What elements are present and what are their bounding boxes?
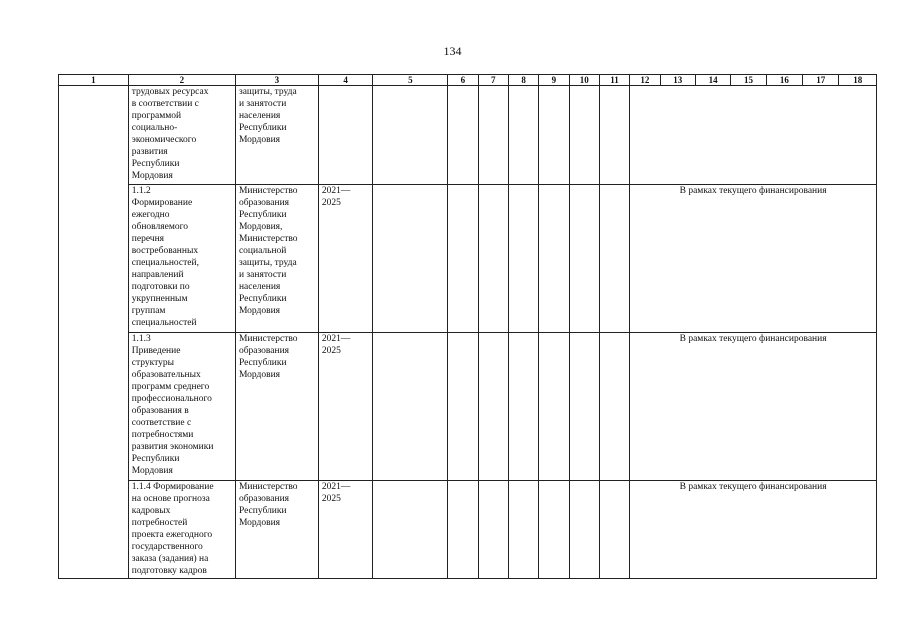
activity-cell [128, 333, 235, 481]
empty-cell [508, 185, 538, 333]
activity-text: 1.1.2 Формирование ежегодно обновляемого перечня востребованных специальностей, направлений подготовки по укрупненным группам специальностей [131, 186, 199, 328]
column-header: 10 [569, 75, 599, 86]
empty-cell [508, 481, 538, 579]
empty-cell [508, 333, 538, 481]
empty-cell [478, 481, 508, 579]
column-header: 4 [318, 75, 373, 86]
table-row [59, 86, 877, 185]
period-cell [318, 333, 373, 481]
empty-cell [448, 481, 478, 579]
period-text: 2021— 2025 [321, 334, 351, 356]
column-header: 3 [235, 75, 318, 86]
activity-text: трудовых ресурсах в соответствии с программой социально- экономического развития Республики Мордовия [131, 87, 209, 181]
empty-cell [569, 333, 599, 481]
column-header: 16 [766, 75, 802, 86]
executor-cell [235, 86, 318, 185]
period-cell [318, 481, 373, 579]
empty-cell [448, 333, 478, 481]
empty-cell [373, 185, 448, 333]
period-text: 2021— 2025 [321, 482, 351, 504]
empty-cell [599, 185, 629, 333]
empty-cell [569, 481, 599, 579]
executor-cell [235, 333, 318, 481]
column-header: 8 [508, 75, 538, 86]
program-table [58, 74, 877, 579]
column-header: 1 [59, 75, 129, 86]
executor-cell [235, 481, 318, 579]
period-text: 2021— 2025 [321, 186, 351, 208]
empty-cell [373, 86, 448, 185]
funding-cell: В рамках текущего финансирования [630, 185, 877, 333]
page-number: 134 [443, 44, 462, 58]
empty-cell [539, 333, 569, 481]
empty-cell [448, 86, 478, 185]
column-header: 6 [448, 75, 478, 86]
table-row [59, 481, 877, 579]
column-header: 7 [478, 75, 508, 86]
empty-cell [569, 185, 599, 333]
activity-cell [128, 185, 235, 333]
executor-cell [235, 185, 318, 333]
empty-cell [539, 185, 569, 333]
empty-cell [508, 86, 538, 185]
empty-cell [599, 86, 629, 185]
empty-cell [599, 481, 629, 579]
activity-cell [128, 86, 235, 185]
activity-text: 1.1.4 Формирование на основе прогноза кадровых потребностей проекта ежегодного государственного заказа (задания) на подготовку кадров [131, 482, 214, 576]
column-header: 5 [373, 75, 448, 86]
column-header: 14 [695, 75, 730, 86]
table-row [59, 333, 877, 481]
column-header: 11 [599, 75, 629, 86]
empty-cell [539, 481, 569, 579]
executor-text: Министерство образования Республики Мордовия [238, 482, 298, 528]
column-header: 12 [630, 75, 660, 86]
empty-cell [373, 333, 448, 481]
column-header: 9 [539, 75, 569, 86]
column-header: 18 [839, 75, 877, 86]
activity-text: 1.1.3 Приведение структуры образовательных программ среднего профессионального образования в соответствие с потребностями развития экономики Республики Мордовия [131, 334, 214, 476]
table-row [59, 185, 877, 333]
funding-cell: В рамках текущего финансирования [630, 481, 877, 579]
period-cell [318, 185, 373, 333]
funding-cell: В рамках текущего финансирования [630, 333, 877, 481]
funding-cell [630, 86, 877, 185]
empty-cell [448, 185, 478, 333]
executor-text: Министерство образования Республики Мордовия, Министерство социальной защиты, труда и занятости населения Республики Мордовия [238, 186, 298, 316]
empty-cell [478, 333, 508, 481]
empty-cell [478, 86, 508, 185]
empty-cell [478, 185, 508, 333]
empty-cell [599, 333, 629, 481]
column-header: 15 [731, 75, 766, 86]
column-header: 2 [128, 75, 235, 86]
column-header: 17 [803, 75, 839, 86]
executor-text: Министерство образования Республики Мордовия [238, 334, 298, 380]
col1-cell [59, 86, 129, 579]
column-number-row [59, 75, 877, 86]
column-header: 13 [660, 75, 695, 86]
activity-cell [128, 481, 235, 579]
empty-cell [373, 481, 448, 579]
executor-text: защиты, труда и занятости населения Республики Мордовия [238, 87, 297, 145]
empty-cell [539, 86, 569, 185]
period-cell [318, 86, 373, 185]
empty-cell [569, 86, 599, 185]
